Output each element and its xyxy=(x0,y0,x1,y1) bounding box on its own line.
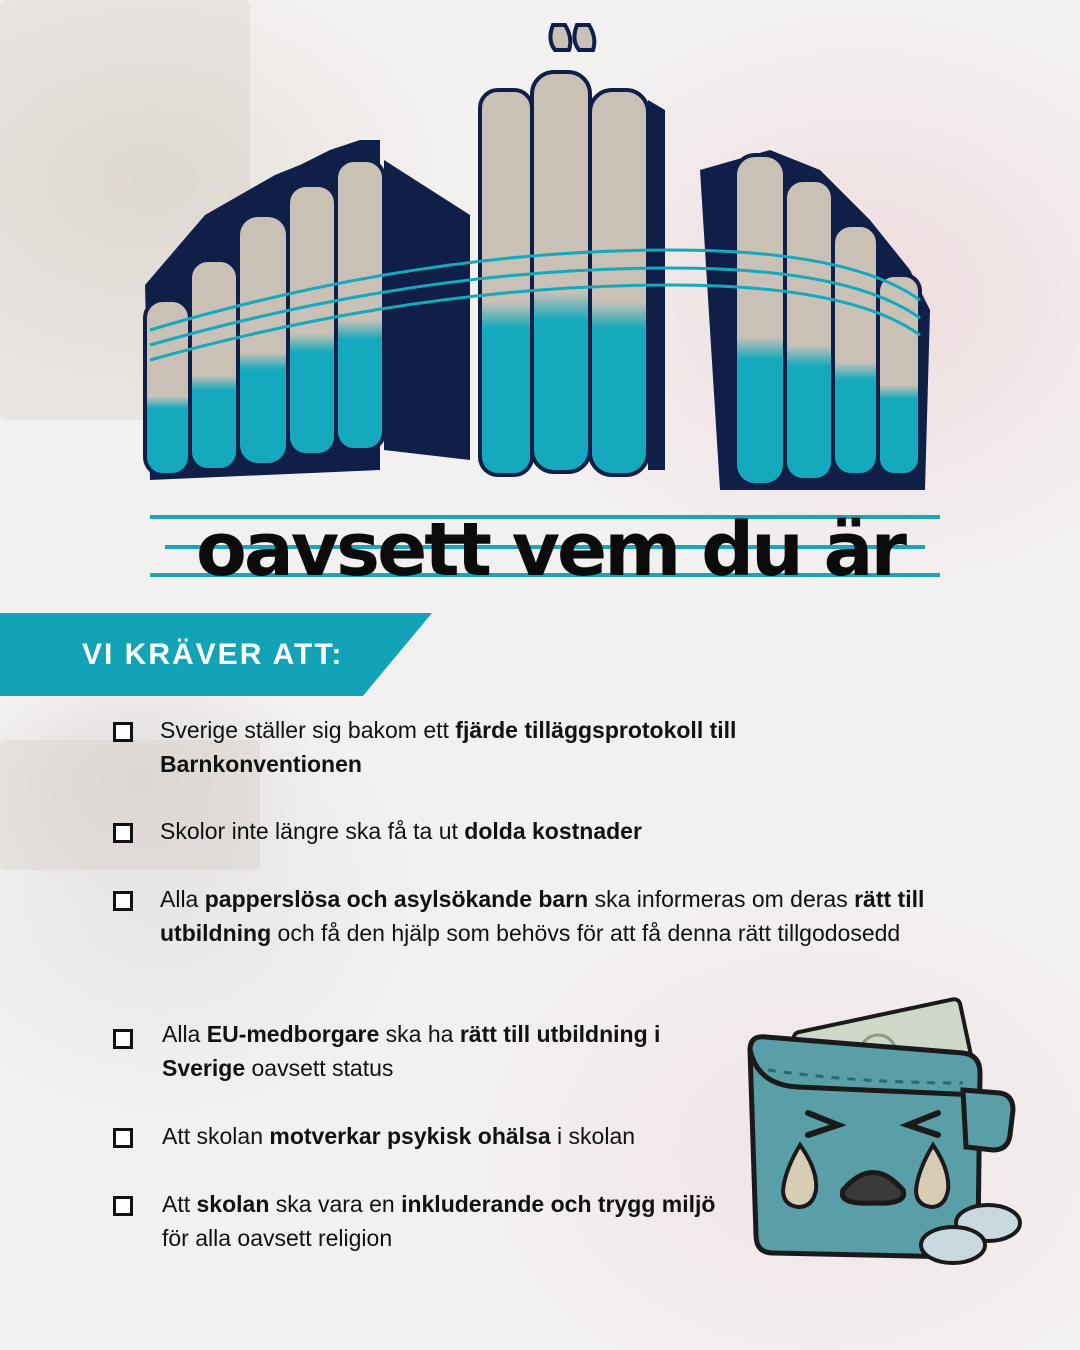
demand-item xyxy=(113,882,993,950)
demand-text-run: Alla xyxy=(160,886,205,912)
demand-text-run: Skolor inte längre ska få ta ut xyxy=(160,818,465,844)
demand-text-bold: rätt till utbildning xyxy=(160,886,925,946)
checkbox-icon[interactable] xyxy=(113,722,133,742)
demand-text-bold: papperslösa och asylsökande barn xyxy=(204,886,589,912)
demand-text-run: för alla oavsett religion xyxy=(162,1225,393,1251)
demand-item xyxy=(113,814,833,848)
demand-text-bold: inkluderande och trygg miljö xyxy=(401,1191,716,1217)
demand-text-run: ska informeras om deras xyxy=(588,886,855,912)
demand-text-run: oavsett status xyxy=(245,1055,394,1081)
demand-text-bold: rätt till utbildning i Sverige xyxy=(162,1021,661,1081)
demand-text xyxy=(160,713,833,781)
demand-item xyxy=(113,713,833,781)
subtitle: oavsett vem du är xyxy=(196,507,904,593)
checkbox-icon[interactable] xyxy=(113,1196,133,1216)
demand-text-run: Sverige ställer sig bakom ett xyxy=(160,717,456,743)
demand-text-bold: EU-medborgare xyxy=(206,1021,380,1047)
demand-text xyxy=(160,814,642,848)
demand-text-run: i skolan xyxy=(550,1123,636,1149)
demand-text-run: Alla xyxy=(162,1021,207,1047)
checkbox-icon[interactable] xyxy=(113,1128,133,1148)
demand-item xyxy=(113,1119,733,1153)
demand-text-bold: motverkar psykisk ohälsa xyxy=(269,1123,551,1149)
checkbox-icon[interactable] xyxy=(113,891,133,911)
demand-text-bold: dolda kostnader xyxy=(464,818,642,844)
demand-text xyxy=(162,1017,733,1085)
demand-text-run: och få den hjälp som behövs för att få denna rätt tillgodosedd xyxy=(271,920,901,946)
checkbox-icon[interactable] xyxy=(113,823,133,843)
crying-wallet-icon xyxy=(738,995,1038,1285)
demand-text xyxy=(162,1187,733,1255)
word-skola xyxy=(145,140,470,480)
demand-text-bold: skolan xyxy=(196,1191,270,1217)
demand-text-run: Att skolan xyxy=(162,1123,270,1149)
demand-text xyxy=(162,1119,635,1153)
demand-text-run: ska vara en xyxy=(269,1191,402,1217)
demand-text xyxy=(160,882,993,950)
demand-text-run: Att xyxy=(162,1191,197,1217)
skola-for-alla-logo xyxy=(0,0,1080,520)
demand-item xyxy=(113,1017,733,1085)
banner-label: VI KRÄVER ATT: xyxy=(82,638,344,671)
checkbox-icon[interactable] xyxy=(113,1029,133,1049)
subtitle-block xyxy=(150,505,940,595)
title-logo xyxy=(0,0,1080,600)
demand-item xyxy=(113,1187,733,1255)
demand-text-bold: fjärde tilläggsprotokoll till Barnkonventionen xyxy=(160,717,737,777)
demand-text-run: ska ha xyxy=(379,1021,460,1047)
